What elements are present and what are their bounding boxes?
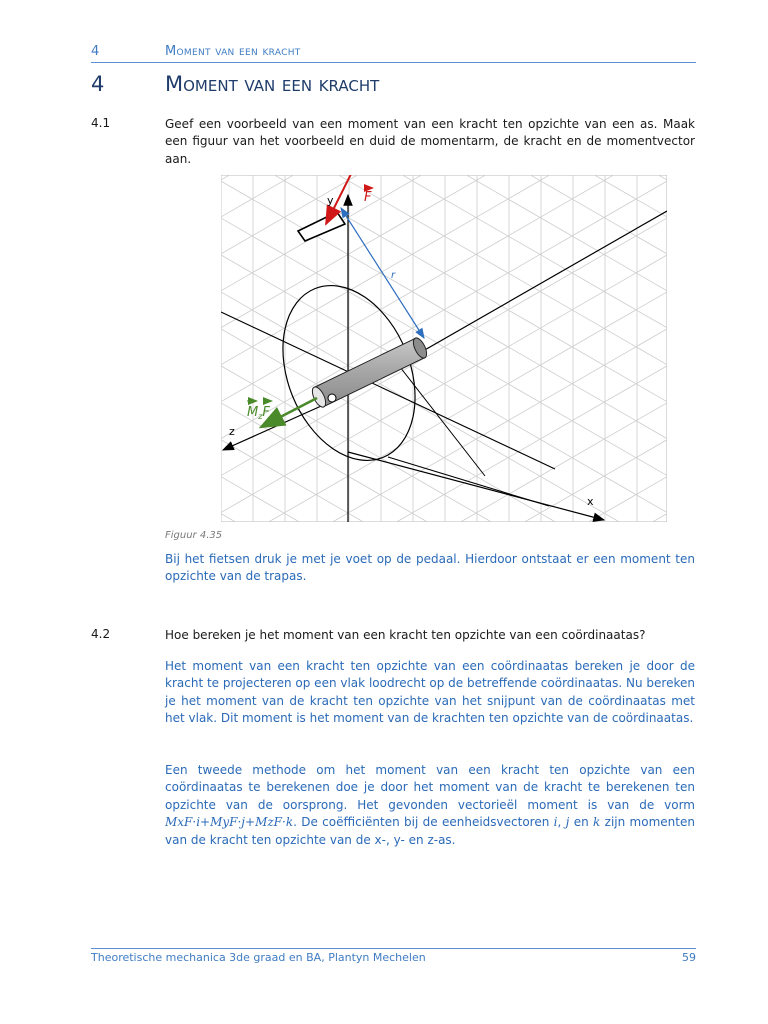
unit-vector-i: i — [553, 815, 558, 830]
unit-vector-k: k — [593, 815, 601, 830]
label-r: r — [391, 270, 396, 281]
question-4-2-text: Hoe bereken je het moment van een kracht ten opzichte van een coördinaatas? — [165, 628, 646, 642]
question-number-4-1: 4.1 — [91, 116, 111, 130]
figure-caption: Figuur 4.35 — [165, 530, 223, 541]
running-header-title: Moment van een kracht — [165, 44, 301, 59]
chapter-number: 4 — [91, 72, 105, 96]
chapter-title: Moment van een kracht — [165, 72, 380, 96]
unit-vector-j: j — [565, 815, 570, 830]
answer-4-2-text-a: Een tweede methode om het moment van een kracht ten opzichte van een coördinaatas te berekenen doe je door het moment van de kracht te berekenen ten opzichte van de oorsprong. Het gevonden vectorieël moment is van de vorm — [165, 763, 695, 812]
footer-source: Theoretische mechanica 3de graad en BA, Plantyn Mechelen — [91, 951, 426, 964]
question-number-4-2: 4.2 — [91, 627, 111, 641]
running-header-number: 4 — [91, 44, 100, 59]
label-y-axis: y — [327, 194, 334, 207]
answer-4-2-paragraph-1: Het moment van een kracht ten opzichte van een coördinaatas bereken je door de kracht te projecteren op een vlak loodrecht op de betreffende coördinaatas. Nu bereken je het moment van de kracht ten opzichte van het snijpunt van de coördinaatas met het vlak. Dit moment is het moment van de krachten ten opzichte van de coördinaatas. — [165, 659, 695, 726]
label-x-axis: x — [587, 495, 594, 508]
page-number: 59 — [682, 951, 696, 964]
footer-rule — [91, 948, 696, 949]
label-MzF: $M_zF$ — [247, 405, 270, 421]
origin-point — [328, 394, 336, 402]
label-F: F — [364, 190, 372, 205]
question-4-1-text: Geef een voorbeeld van een moment van een kracht ten opzichte van een as. Maak een figuur van het voorbeeld en duid de momentarm, de kracht en de momentvector aan. — [165, 117, 695, 166]
answer-4-1: Bij het fietsen druk je met je voet op de pedaal. Hierdoor ontstaat er een moment ten opzichte van de trapas. — [165, 552, 695, 584]
figure-bicycle-pedal-moment — [221, 175, 667, 522]
answer-4-2-paragraph-2: Een tweede methode om het moment van een kracht ten opzichte van een coördinaatas te berekenen doe je door het moment van de kracht te berekenen ten opzichte van de oorsprong. Het gevonden vectorieël moment is van de vorm MxF·i+MyF·j+MzF·k. De coëfficiënten bij de eenheidsvectoren i, j en k zijn momenten van de kracht ten opzichte van de x-, y- en z-as. — [165, 763, 695, 847]
label-z-axis: z — [229, 425, 235, 438]
answer-4-2-text-c: zijn momenten van de kracht ten opzichte van de x-, y- en z-as. — [165, 815, 695, 847]
moment-formula: MxF·i+MyF·j+MzF·k — [165, 815, 294, 830]
word-en: en — [573, 815, 589, 830]
header-rule — [91, 62, 696, 63]
answer-4-2-text-b: . De coëfficiënten bij de eenheidsvectoren — [293, 815, 550, 830]
